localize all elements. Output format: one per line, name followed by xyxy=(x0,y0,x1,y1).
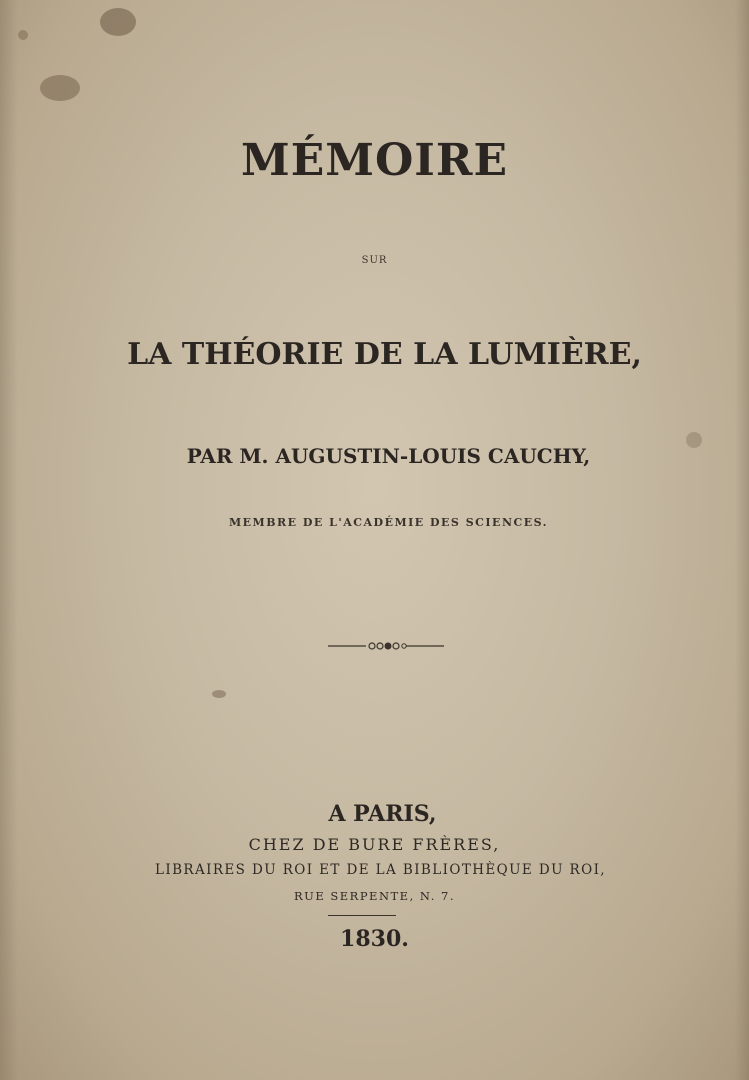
stain-top-left-2 xyxy=(40,75,80,101)
divider-rule xyxy=(328,915,396,916)
stain-top-left-3 xyxy=(18,30,28,40)
imprint-year: 1830. xyxy=(340,926,409,952)
preposition: SUR xyxy=(361,255,388,266)
affiliation-line: MEMBRE DE L'ACADÉMIE DES SCIENCES. xyxy=(228,516,549,529)
document-subject: LA THÉORIE DE LA LUMIÈRE, xyxy=(127,337,642,372)
stain-mid xyxy=(212,690,226,698)
stain-top-left xyxy=(100,8,136,36)
printer-ornament-icon xyxy=(326,639,446,653)
document-title: MÉMOIRE xyxy=(241,135,508,186)
imprint-publisher: CHEZ DE BURE FRÈRES, xyxy=(248,835,501,854)
author-line: PAR M. AUGUSTIN-LOUIS CAUCHY, xyxy=(186,444,591,468)
imprint-booksellers: LIBRAIRES DU ROI ET DE LA BIBLIOTHÈQUE DU ROI, xyxy=(154,862,606,878)
imprint-address: RUE SERPENTE, N. 7. xyxy=(293,889,455,903)
imprint-place: A PARIS, xyxy=(328,801,437,827)
